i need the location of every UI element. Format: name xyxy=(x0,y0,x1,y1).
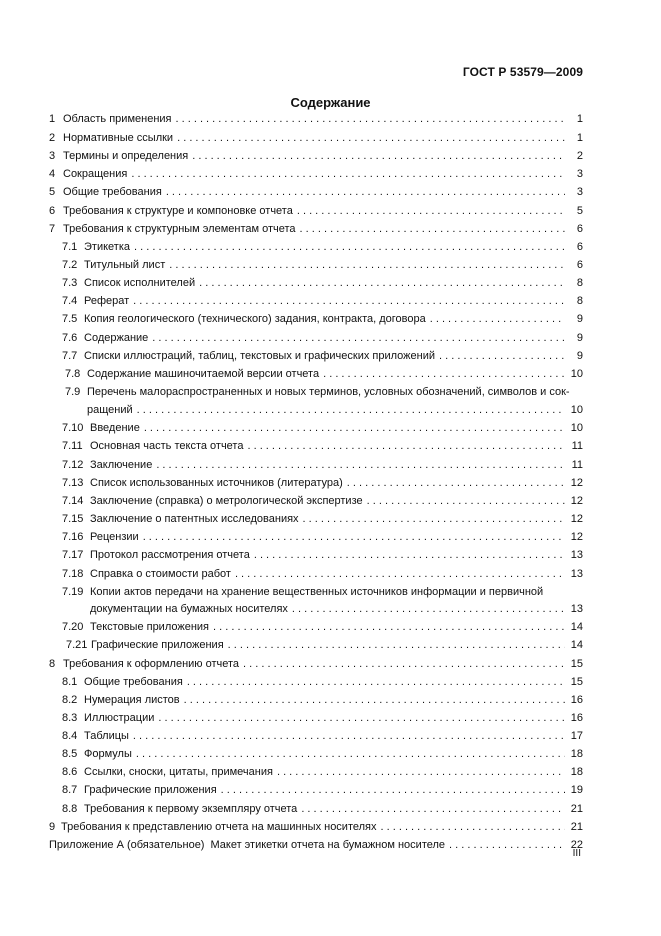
toc-entry[interactable] xyxy=(62,495,583,508)
toc-entry-page: 9 xyxy=(576,332,583,344)
dot-leader xyxy=(143,531,565,544)
toc-entry-title: Общие требования xyxy=(63,186,162,198)
toc-entry-page: 18 xyxy=(570,748,583,760)
toc-entry-number: 7.11 xyxy=(62,440,83,452)
dot-leader xyxy=(254,549,565,562)
toc-entry[interactable] xyxy=(49,168,583,181)
dot-leader xyxy=(137,404,565,417)
toc-entry-number: 7.18 xyxy=(62,568,84,580)
toc-entry[interactable] xyxy=(62,313,583,326)
dot-leader xyxy=(430,313,565,326)
dot-leader xyxy=(301,803,565,816)
toc-entry-title: Введение xyxy=(90,422,140,434)
dot-leader xyxy=(292,603,565,616)
dot-leader xyxy=(277,766,565,779)
toc-entry[interactable] xyxy=(65,368,583,381)
dot-leader xyxy=(221,784,565,797)
toc-entry[interactable] xyxy=(62,803,583,816)
toc-entry-page: 14 xyxy=(570,621,583,633)
toc-entry-title: Заключение (справка) о метрологической экспертизе xyxy=(90,495,363,507)
toc-entry[interactable] xyxy=(62,694,583,707)
toc-entry-page: 21 xyxy=(570,821,583,833)
dot-leader xyxy=(177,132,565,145)
toc-entry-page: 6 xyxy=(576,223,583,235)
toc-entry[interactable] xyxy=(62,241,583,254)
toc-entry-title: Требования к оформлению отчета xyxy=(63,658,240,670)
toc-entry-number: 8.7 xyxy=(62,784,78,796)
toc-entry-page: 16 xyxy=(570,712,583,724)
toc-entry-page: 15 xyxy=(570,658,583,670)
dot-leader xyxy=(192,150,565,163)
toc-entry-title: Список исполнителей xyxy=(84,277,196,289)
toc-entry[interactable] xyxy=(49,223,583,236)
toc-entry-number: 7 xyxy=(49,223,56,235)
toc-entry-page: 8 xyxy=(576,277,583,289)
toc-entry-title: Содержание машиночитаемой версии отчета xyxy=(87,368,320,380)
toc-entry-title-line1: Копии актов передачи на хранение вещественных источников информации и первичной xyxy=(90,586,544,598)
toc-entry-page: 1 xyxy=(576,113,583,125)
dot-leader xyxy=(133,730,565,743)
toc-entry-number: 2 xyxy=(49,132,56,144)
toc-entry[interactable] xyxy=(62,712,583,725)
toc-entry-title: Список использованных источников (литература) xyxy=(90,477,343,489)
dot-leader xyxy=(169,259,565,272)
toc-entry-title: Списки иллюстраций, таблиц, текстовых и графических приложений xyxy=(84,350,435,362)
toc-entry-page: 12 xyxy=(570,531,583,543)
toc-entry[interactable] xyxy=(66,639,583,652)
toc-entry[interactable] xyxy=(49,150,583,163)
toc-entry-number: 8.8 xyxy=(62,803,78,815)
dot-leader xyxy=(367,495,565,508)
toc-entry-page: 13 xyxy=(570,568,583,580)
toc-entry[interactable] xyxy=(62,295,583,308)
dot-leader xyxy=(176,113,566,126)
toc-entry-first-line xyxy=(65,386,570,399)
toc-entry-title: Формулы xyxy=(84,748,132,760)
toc-entry-number: 7.7 xyxy=(62,350,78,362)
toc-entry-number: 7.6 xyxy=(62,332,78,344)
toc-entry-title: Таблицы xyxy=(84,730,129,742)
toc-entry[interactable] xyxy=(62,477,583,490)
dot-leader xyxy=(439,350,565,363)
toc-entry[interactable] xyxy=(62,259,583,272)
toc-entry-page: 10 xyxy=(570,404,583,416)
dot-leader xyxy=(152,332,565,345)
toc-entry-number: 7.13 xyxy=(62,477,84,489)
toc-entry-page: 8 xyxy=(576,295,583,307)
toc-entry[interactable] xyxy=(62,440,583,453)
toc-entry[interactable] xyxy=(62,513,583,526)
toc-entry-number: 4 xyxy=(49,168,56,180)
toc-entry-title: Заключение xyxy=(90,459,153,471)
toc-entry-page: 11 xyxy=(571,440,583,452)
toc-entry-number: 8 xyxy=(49,658,56,670)
toc-entry-page: 16 xyxy=(570,694,583,706)
toc-entry-page: 10 xyxy=(570,422,583,434)
toc-entry-number: 3 xyxy=(49,150,56,162)
toc-entry[interactable] xyxy=(62,568,583,581)
toc-entry-number: 1 xyxy=(49,113,56,125)
toc-entry-page: 3 xyxy=(576,168,583,180)
toc-entry-title: Этикетка xyxy=(84,241,130,253)
toc-entry-number: 6 xyxy=(49,205,56,217)
toc-entry[interactable] xyxy=(62,277,583,290)
toc-entry-title: Нормативные ссылки xyxy=(63,132,174,144)
dot-leader xyxy=(300,223,565,236)
toc-entry[interactable] xyxy=(62,730,583,743)
toc-entry-title: Общие требования xyxy=(84,676,183,688)
toc-entry-title: Основная часть текста отчета xyxy=(90,440,244,452)
toc-entry[interactable] xyxy=(62,766,583,779)
toc-entry-title: Графические приложения xyxy=(84,784,217,796)
toc-entry-number: 7.4 xyxy=(62,295,78,307)
toc-entry-number: 7.2 xyxy=(62,259,78,271)
toc-entry[interactable] xyxy=(49,205,583,218)
toc-entry-number: 7.19 xyxy=(62,586,84,598)
toc-entry-page: 13 xyxy=(570,603,583,615)
toc-entry-title: Содержание xyxy=(84,332,149,344)
toc-entry-page: 21 xyxy=(570,803,583,815)
dot-leader xyxy=(381,821,566,834)
toc-entry-title: Требования к первому экземпляру отчета xyxy=(84,803,298,815)
toc-entry[interactable] xyxy=(62,784,583,797)
toc-entry-page: 12 xyxy=(570,513,583,525)
dot-leader xyxy=(144,422,565,435)
toc-entry-title: Сокращения xyxy=(63,168,128,180)
toc-entry[interactable] xyxy=(62,350,583,363)
dot-leader xyxy=(213,621,565,634)
toc-entry-number: 7.12 xyxy=(62,459,84,471)
dot-leader xyxy=(133,295,565,308)
toc-entry[interactable] xyxy=(49,113,583,126)
dot-leader xyxy=(166,186,565,199)
dot-leader xyxy=(228,639,565,652)
toc-entry-title: Рецензии xyxy=(90,531,139,543)
toc-entry-title: Текстовые приложения xyxy=(90,621,210,633)
toc-entry-number: 8.6 xyxy=(62,766,78,778)
toc-entry-title: Титульный лист xyxy=(84,259,166,271)
toc-entry-number: 7.17 xyxy=(62,549,84,561)
dot-leader xyxy=(158,712,565,725)
toc-entry-title: Иллюстрации xyxy=(84,712,155,724)
toc-entry-page: 9 xyxy=(576,313,583,325)
page-title: Содержание xyxy=(290,95,371,110)
toc-entry[interactable] xyxy=(62,459,583,472)
toc-entry[interactable] xyxy=(49,821,583,834)
toc-entry-title: Требования к структуре и компоновке отчета xyxy=(63,205,293,217)
dot-leader xyxy=(199,277,565,290)
toc-entry-title: Протокол рассмотрения отчета xyxy=(90,549,250,561)
toc-entry-number: 8.4 xyxy=(62,730,78,742)
toc-entry-page: 17 xyxy=(570,730,583,742)
toc-entry-number: 7.3 xyxy=(62,277,78,289)
toc-entry-page: 1 xyxy=(576,132,583,144)
page-number: III xyxy=(572,848,581,859)
table-of-contents xyxy=(0,113,661,851)
toc-entry-title: Требования к представлению отчета на машинных носителях xyxy=(61,821,377,833)
toc-entry-number: 7.9 xyxy=(65,386,81,398)
toc-entry[interactable] xyxy=(62,549,583,562)
toc-entry-page: 3 xyxy=(576,186,583,198)
dot-leader xyxy=(187,676,565,689)
dot-leader xyxy=(156,459,565,472)
dot-leader xyxy=(235,568,565,581)
dot-leader xyxy=(297,205,565,218)
dot-leader xyxy=(131,168,565,181)
toc-entry-number: 7.16 xyxy=(62,531,84,543)
toc-entry-page: 2 xyxy=(576,150,583,162)
toc-entry[interactable] xyxy=(62,332,583,345)
toc-entry-title: документации на бумажных носителях xyxy=(90,603,288,615)
toc-entry-number: 7.8 xyxy=(65,368,81,380)
toc-entry-page: 19 xyxy=(570,784,583,796)
dot-leader xyxy=(247,440,565,453)
toc-entry-page: 11 xyxy=(571,459,583,471)
toc-entry[interactable] xyxy=(49,132,583,145)
toc-entry-title: Заключение о патентных исследованиях xyxy=(90,513,299,525)
toc-entry-first-line xyxy=(62,586,543,599)
toc-entry-title: Термины и определения xyxy=(63,150,189,162)
toc-entry[interactable] xyxy=(49,658,583,671)
toc-entry-page: 10 xyxy=(570,368,583,380)
toc-entry-number: Приложение А (обязательное) xyxy=(49,839,205,851)
toc-entry-number: 8.5 xyxy=(62,748,78,760)
toc-entry-title: Ссылки, сноски, цитаты, примечания xyxy=(84,766,273,778)
toc-entry-title: Реферат xyxy=(84,295,130,307)
toc-entry-page: 9 xyxy=(576,350,583,362)
toc-entry-title: Справка о стоимости работ xyxy=(90,568,231,580)
toc-entry-title: Требования к структурным элементам отчета xyxy=(63,223,296,235)
dot-leader xyxy=(323,368,565,381)
toc-entry-title-line1: Перечень малораспространенных и новых терминов, условных обозначений, символов и сок- xyxy=(87,386,570,398)
toc-entry[interactable] xyxy=(90,603,583,616)
dot-leader xyxy=(184,694,565,707)
toc-entry-number: 7.10 xyxy=(62,422,84,434)
toc-entry-page: 13 xyxy=(570,549,583,561)
toc-entry-title: Область применения xyxy=(63,113,172,125)
toc-entry[interactable] xyxy=(62,422,583,435)
toc-entry-page: 15 xyxy=(570,676,583,688)
toc-entry[interactable] xyxy=(62,531,583,544)
toc-entry-page: 14 xyxy=(570,639,583,651)
toc-entry-number: 9 xyxy=(49,821,56,833)
toc-entry-title: Копия геологического (технического) задания, контракта, договора xyxy=(84,313,426,325)
toc-entry-page: 12 xyxy=(570,495,583,507)
toc-entry-number: 8.2 xyxy=(62,694,78,706)
dot-leader xyxy=(136,748,565,761)
toc-entry-title: Макет этикетки отчета на бумажном носителе xyxy=(210,839,446,851)
toc-entry-title: Графические приложения xyxy=(91,639,224,651)
toc-entry-page: 12 xyxy=(570,477,583,489)
toc-entry-number: 7.5 xyxy=(62,313,78,325)
toc-entry-number: 8.3 xyxy=(62,712,78,724)
toc-entry[interactable] xyxy=(62,748,583,761)
toc-entry-number: 7.14 xyxy=(62,495,84,507)
toc-entry-number: 7.20 xyxy=(62,621,84,633)
toc-entry-number: 8.1 xyxy=(62,676,78,688)
toc-entry-number: 5 xyxy=(49,186,56,198)
toc-entry-number: 7.1 xyxy=(62,241,78,253)
toc-entry[interactable] xyxy=(49,186,583,199)
document-code: ГОСТ Р 53579—2009 xyxy=(462,65,583,79)
toc-entry-title: Нумерация листов xyxy=(84,694,180,706)
toc-entry[interactable] xyxy=(62,621,583,634)
toc-entry-page: 22 xyxy=(570,839,583,851)
dot-leader xyxy=(303,513,565,526)
toc-entry-page: 6 xyxy=(576,259,583,271)
toc-entry[interactable] xyxy=(87,404,583,417)
toc-entry[interactable] xyxy=(62,676,583,689)
toc-entry-number: 7.15 xyxy=(62,513,84,525)
toc-entry-page: 5 xyxy=(576,205,583,217)
toc-entry-number: 7.21 xyxy=(66,639,88,651)
toc-entry-title: ращений xyxy=(87,404,133,416)
toc-entry-page: 6 xyxy=(576,241,583,253)
dot-leader xyxy=(347,477,565,490)
toc-entry-page: 18 xyxy=(570,766,583,778)
dot-leader xyxy=(243,658,565,671)
dot-leader xyxy=(134,241,565,254)
